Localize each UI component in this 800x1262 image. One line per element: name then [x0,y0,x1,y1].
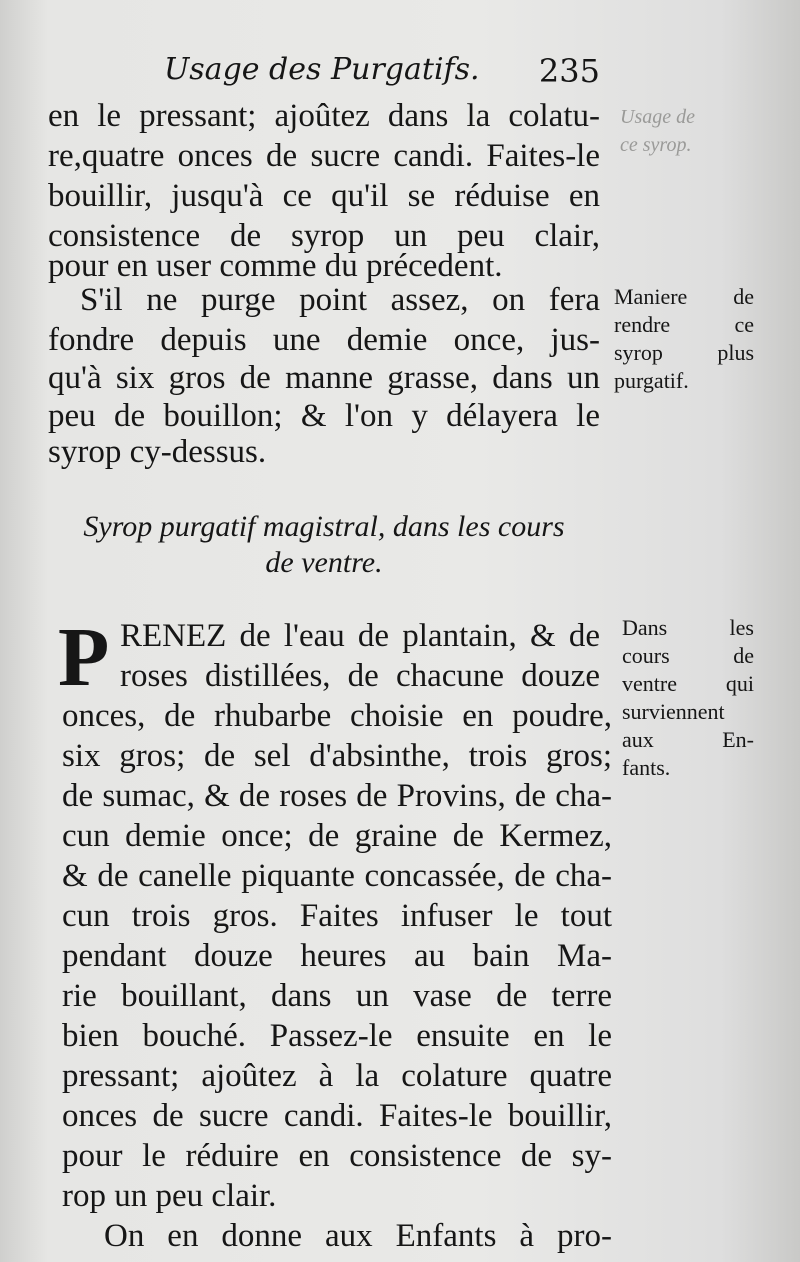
text-line: bien bouché. Passez-le ensuite en le [62,1018,612,1054]
margin-note-line: aux En- [622,727,754,752]
margin-note-line: purgatif. [614,368,689,393]
bleed-through-text: ce syrop. [620,134,692,156]
margin-note-line: fants. [622,755,671,780]
margin-note-line: rendre ce [614,312,754,337]
bleed-through-text: Usage de [620,106,695,128]
text-line: RENEZ de l'eau de plantain, & de [120,618,600,654]
margin-note-line: ventre qui [622,671,754,696]
text-line: pour le réduire en consistence de sy- [62,1138,612,1174]
text-line: consistence de syrop un peu clair, [48,218,600,254]
margin-note-cours-de-ventre [622,614,754,782]
text-line: cun demie once; de graine de Kermez, [62,818,612,854]
margin-note-line: cours de [622,643,754,668]
text-line: rie bouillant, dans un vase de terre [62,978,612,1014]
text-line: S'il ne purge point assez, on fera [80,282,600,318]
text-line: qu'à six gros de manne grasse, dans un [48,360,600,396]
text-line: pendant douze heures au bain Ma- [62,938,612,974]
text-line: On en donne aux Enfants à pro- [104,1218,612,1254]
margin-note-line: surviennent [622,699,725,724]
text-line: onces, de rhubarbe choisie en poudre, [62,698,612,734]
text-line: bouillir, jusqu'à ce qu'il se réduise en [48,178,600,214]
text-line: peu de bouillon; & l'on y délayera le [48,398,600,434]
text-line: roses distillées, de chacune douze [120,658,600,694]
drop-cap: P [58,611,110,704]
text-line: six gros; de sel d'absinthe, trois gros; [62,738,612,774]
text-line: rop un peu clair. [62,1178,277,1214]
text-line: & de canelle piquante concassée, de cha- [62,858,612,894]
margin-note-line: Maniere de [614,284,754,309]
page-number: 235 [538,52,600,90]
text-line: re,quatre onces de sucre candi. Faites-le [48,138,600,174]
text-line: fondre depuis une demie once, jus- [48,322,600,358]
text-line: syrop cy-dessus. [48,434,267,470]
section-heading: Syrop purgatif magistral, dans les cours [83,510,565,543]
running-title: Usage des Purgatifs. [164,52,480,87]
text-line: pressant; ajoûtez à la colature quatre [62,1058,612,1094]
text-line: en le pressant; ajoûtez dans la colatu- [48,98,600,134]
running-header [120,52,600,96]
margin-note-line: syrop plus [614,340,754,365]
text-line: pour en user comme du précedent. [48,248,503,284]
section-heading: de ventre. [265,546,383,579]
text-line: de sumac, & de roses de Provins, de cha- [62,778,612,814]
margin-note-line: Dans les [622,615,754,640]
text-line: onces de sucre candi. Faites-le bouillir, [62,1098,612,1134]
margin-note-purgatif [614,283,754,395]
text-line: cun trois gros. Faites infuser le tout [62,898,612,934]
